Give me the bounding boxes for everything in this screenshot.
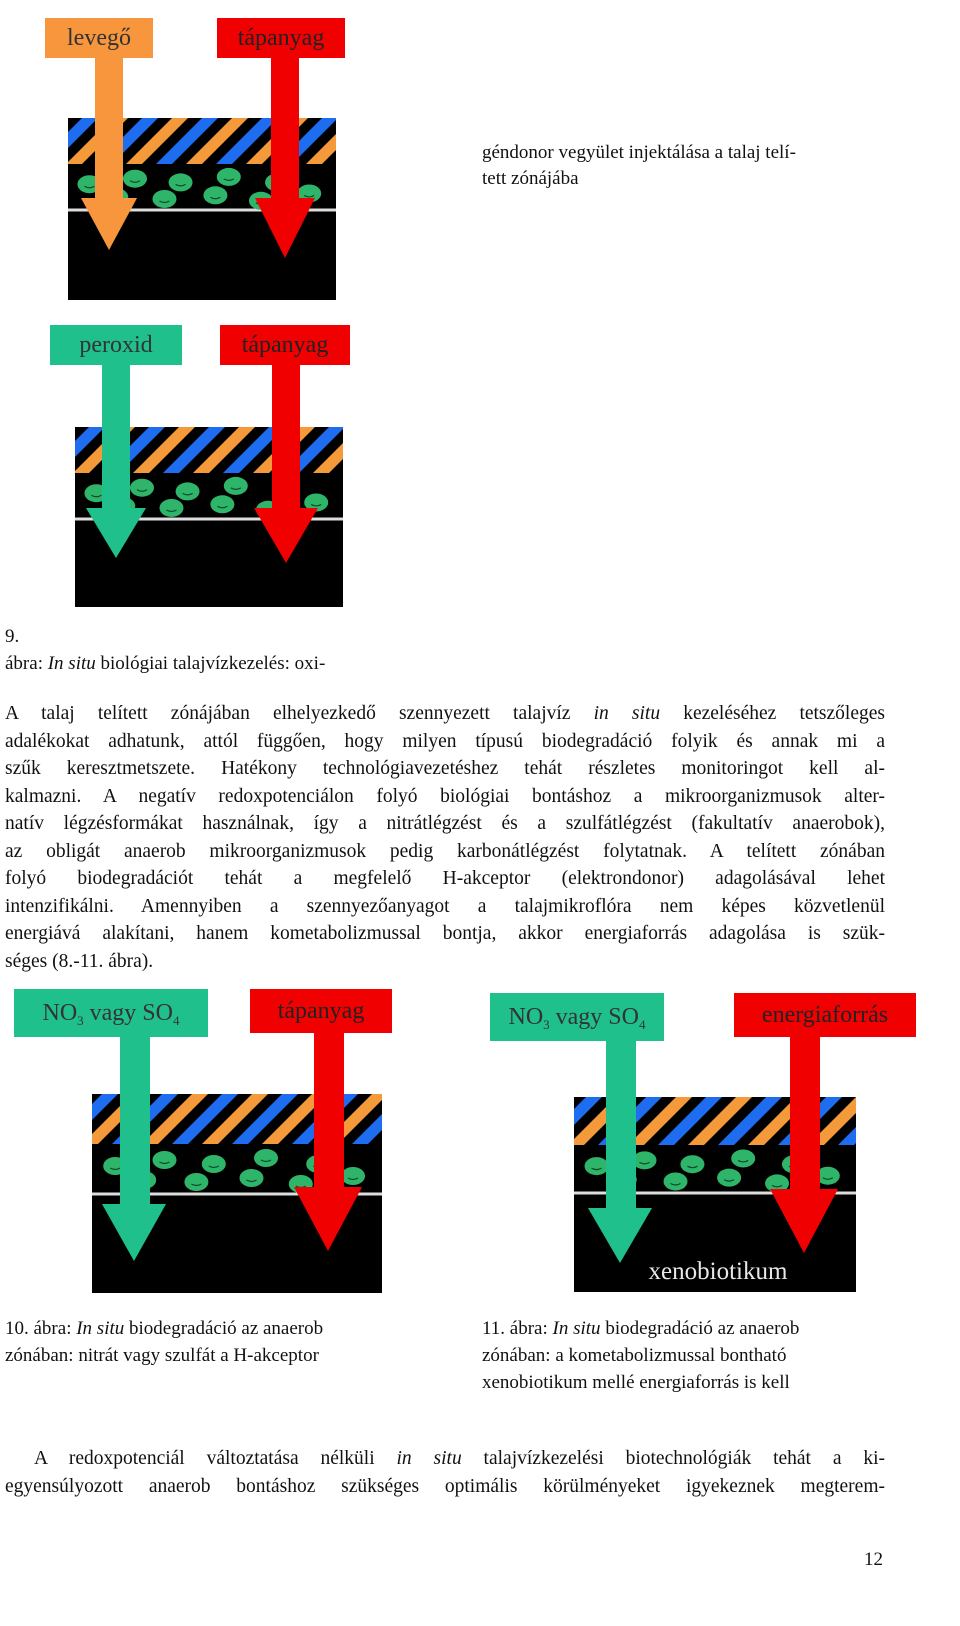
para2-line1-a: A redoxpotenciál változtatása nélküli	[34, 1448, 397, 1469]
microbe	[123, 170, 147, 188]
soil-stripe	[508, 1097, 572, 1145]
soil-stripe	[898, 1145, 916, 1193]
soil-stripe	[336, 118, 345, 164]
soil-stripe	[336, 164, 345, 210]
para1-line7: folyó biodegradációt tehát a megfelelő H-akceptor (elektrondonor) adagolásával lehet	[5, 868, 885, 889]
soil-stripe	[490, 1145, 542, 1193]
para1-line1-a: A talaj telített zónájában elhelyezkedő szennyezett talajvíz	[5, 703, 594, 724]
caption-11-rest: biodegradáció az anaerob	[600, 1318, 800, 1339]
microbe	[210, 495, 234, 513]
caption-9	[5, 650, 325, 677]
microbe	[169, 173, 193, 191]
soil-stripe	[868, 1097, 916, 1145]
para1-line6: az obligát anaerob mikroorganizmusok pedig karbonátlégzést folytatnak. A telített zónában	[5, 840, 885, 862]
caption-9-number: 9.	[5, 626, 20, 647]
microbe	[130, 479, 154, 497]
para2-line1-b: talajvízkezelési biotechnológiák tehát a ki-	[461, 1448, 886, 1469]
paragraph-1	[5, 700, 885, 975]
label-levego: levegő	[67, 25, 131, 51]
para1-line2: adalékokat adhatunk, attól függően, hogy milyen típusú biodegradáció folyik és annak mi a	[5, 730, 885, 752]
caption-11-line2: zónában: a kometabolizmussal bontható	[482, 1345, 787, 1366]
label-no3-so4	[14, 1001, 208, 1027]
para1-line1-italic: in situ	[593, 703, 661, 724]
caption-10-line1	[5, 1315, 425, 1342]
label-no: NO	[42, 1000, 78, 1026]
soil-stripe	[14, 1094, 58, 1144]
caption-9-side-line1: géndonor vegyület injektálása a talaj telí-	[482, 142, 796, 163]
microbe	[341, 1167, 365, 1185]
microbe	[633, 1151, 657, 1169]
microbe	[184, 1173, 208, 1191]
label-tapanyag: tápanyag	[237, 25, 325, 51]
microbe	[717, 1169, 741, 1187]
label-sub-3: 3	[77, 1013, 84, 1028]
caption-9-side-line2: tett zónájába	[482, 168, 579, 189]
caption-11-prefix: 11. ábra:	[482, 1318, 553, 1339]
soil-stripe	[14, 1144, 58, 1194]
para1-line1	[5, 700, 885, 728]
para2-line2: egyensúlyozott anaerob bontáshoz szükséges optimális körülményeket igyekeznek megterem-	[5, 1475, 885, 1497]
para1-line3: szűk keresztmetszete. Hatékony technológiavezetéshez tehát részletes monitoringot kell al-	[5, 758, 885, 779]
microbe	[585, 1157, 609, 1175]
label-peroxid: peroxid	[79, 332, 153, 358]
figure-10-diagram	[14, 989, 394, 1294]
soil-stripe	[22, 1094, 88, 1144]
microbe	[240, 1169, 264, 1187]
soil-stripe	[45, 118, 68, 164]
microbe	[254, 1149, 278, 1167]
label-vagy-so: vagy SO	[83, 1000, 173, 1026]
para2-line1	[5, 1445, 885, 1473]
caption-9-rest: biológiai talajvízkezelés: oxi-	[95, 653, 326, 674]
caption-11-line3: xenobiotikum mellé energiaforrás is kell	[482, 1372, 790, 1393]
para1-line1-b: kezeléséhez tetszőleges	[660, 703, 885, 724]
para1-line4: kalmazni. A negatív redoxpotenciálon folyó biológiai bontáshoz a mikroorganizmusok alter-	[5, 785, 885, 807]
caption-10-rest: biodegradáció az anaerob	[124, 1318, 324, 1339]
figure-10	[14, 989, 394, 1294]
para2-line1-italic: in situ	[396, 1448, 462, 1469]
caption-9-italic: In situ	[47, 653, 96, 674]
figure-9a-diagram	[45, 18, 345, 303]
figure-9b-diagram	[50, 323, 350, 610]
microbe	[152, 190, 176, 208]
page-number: 12	[864, 1549, 883, 1570]
microbe	[203, 186, 227, 204]
soil-stripe	[898, 1097, 916, 1145]
soil-stripe	[343, 473, 350, 519]
paragraph-2	[5, 1445, 885, 1500]
label-no-2: NO	[508, 1004, 544, 1030]
microbe	[176, 482, 200, 500]
para1-line8: intenzifikálni. Amennyiben a szennyezőanyagot a talajmikroflóra nem képes közvetlenül	[5, 895, 885, 917]
microbe	[664, 1172, 688, 1190]
label-sub-3-2: 3	[543, 1017, 550, 1032]
para1-line9: energiává alakítani, hanem kometabolizmussal bontja, akkor energiaforrás adagolása is szük-	[5, 923, 885, 944]
figure-9a	[45, 18, 345, 303]
label-no3-so4-2	[490, 1005, 664, 1031]
caption-10	[5, 1315, 425, 1369]
caption-11-line1	[482, 1315, 912, 1342]
soil-stripe	[343, 427, 350, 473]
para1-line10: séges (8.-11. ábra).	[5, 950, 154, 972]
caption-9-prefix: ábra:	[5, 653, 48, 674]
microbe	[731, 1149, 755, 1167]
para1-line5: natív légzésformákat használnak, így a nitrátlégzést és a szulfátlégzést (fakultatív anaerobok),	[5, 813, 885, 834]
label-energiaforras: energiaforrás	[761, 1002, 889, 1028]
label-sub-4: 4	[173, 1013, 180, 1028]
microbe	[153, 1151, 177, 1169]
caption-11	[482, 1315, 912, 1396]
label-vagy-so-2: vagy SO	[549, 1004, 639, 1030]
soil-stripe	[490, 1097, 542, 1145]
label-tapanyag-3: tápanyag	[277, 998, 365, 1024]
microbe	[680, 1155, 704, 1173]
caption-10-italic: In situ	[76, 1318, 125, 1339]
figure-11-diagram	[490, 993, 916, 1295]
microbe	[202, 1155, 226, 1173]
microbe	[217, 168, 241, 186]
figure-11	[490, 993, 916, 1295]
caption-10-line2: zónában: nitrát vagy szulfát a H-akceptor	[5, 1345, 319, 1366]
soil-stripe	[382, 1094, 394, 1144]
caption-11-italic: In situ	[552, 1318, 601, 1339]
caption-10-prefix: 10. ábra:	[5, 1318, 77, 1339]
microbe	[224, 477, 248, 495]
label-xenobiotikum: xenobiotikum	[648, 1258, 788, 1285]
soil-stripe	[50, 427, 75, 473]
label-sub-4-2: 4	[639, 1017, 646, 1032]
microbe	[159, 499, 183, 517]
label-tapanyag-2: tápanyag	[241, 332, 329, 358]
figure-9b	[50, 323, 350, 610]
